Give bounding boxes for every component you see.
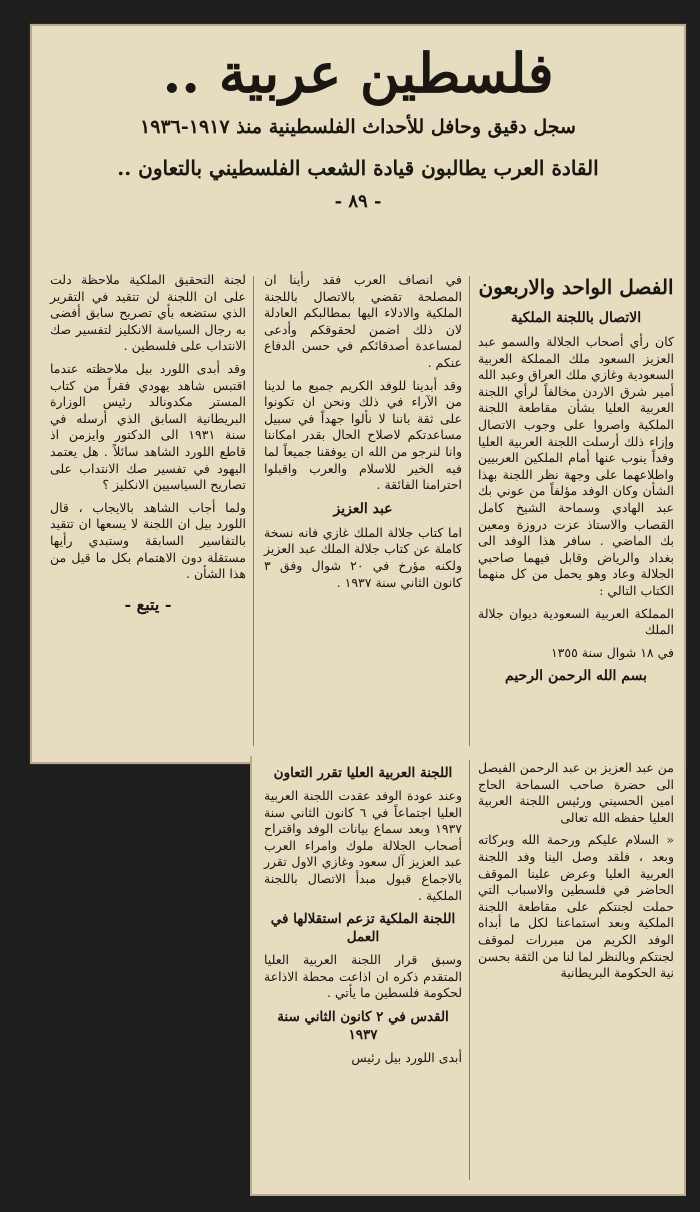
newspaper-clipping-bottom [250, 756, 686, 1196]
section-title: اللجنة الملكية تزعم استقلالها في العمل [270, 911, 456, 946]
article-paragraph: كان رأي أصحاب الجلالة والسمو عبد العزيز السعود ملك المملكة العربية السعودية وغازي ملك العراق وعبد الله أمير شرق الاردن مخالفاً لرأي اللجنة العربية العليا بشأن مقاطعة اللجنة الملكية واصروا على وجوب الاتصال وإزاء ذلك أرسلت اللجنة العربية العليا وفداً ينوب عنها أمام الملكين العربيين واطلاعهما على وجهة نظر اللجنة بهذا الشأن وكان الوفد مؤلفاً من عوني بك عبد الهادي وسماحة الشيخ كامل القصاب والاستاذ عزت دروزة ومعين بك الماضي . سافر هذا الوفد الى بغداد والرياض وقابل فيهما صاحبي الجلالة وعاد وهو يحمل من كل منهما الكتاب التالي : [478, 334, 674, 598]
dateline: القدس في ٢ كانون الثاني سنة ١٩٣٧ [277, 1008, 449, 1043]
article-paragraph: في انصاف العرب فقد رأينا ان المصلحة تقضي بالاتصال باللجنة الملكية والادلاء اليها بمطالبكم العادلة لان ذلك اضمن لحقوقكم وأدعى لمساعدة أصدقائكم في حسن الدفاع عنكم . [264, 272, 462, 370]
section-title: الاتصال باللجنة الملكية [510, 310, 642, 326]
column-right-continued [478, 760, 674, 988]
article-paragraph: وسبق قرار اللجنة العربية العليا المتقدم ذكره ان اذاعت محطة الاذاعة لحكومة فلسطين ما يأتي . [264, 952, 462, 1001]
column-middle [264, 272, 462, 597]
letter-header: المملكة العربية السعودية ديوان جلالة الملك [478, 605, 674, 638]
article-paragraph: اما كتاب جلالة الملك غازي فانه نسخة كاملة عن كتاب جلالة الملك عبد العزيز ولكنه مؤرخ في ٢٠ شوال وفق ٣ كانون الثاني سنة ١٩٣٧ . [264, 524, 463, 590]
basmala: بسم الله الرحمن الرحيم [505, 668, 647, 685]
column-right [478, 272, 674, 692]
to-be-continued: - يتبع - [124, 594, 172, 614]
chapter-title: الفصل الواحد والاربعون [478, 275, 674, 299]
column-divider [253, 276, 254, 746]
newspaper-clipping-top [30, 24, 686, 764]
article-paragraph: وقد أبدى اللورد بيل ملاحظته عندما اقتبس شاهد يهودي فقراً من كتاب المستر مكدونالد رئيس الوزارة البريطانية السابق الذي أرسله في سنة ١٩٣١ الى الدكتور وايزمن اذ قاطع اللورد الشاهد سائلاً . هل يعتمد اليهود في تفسير صك الانتداب على تصاريح السياسيين الانكليز ؟ [50, 360, 246, 493]
masthead-title: فلسطين عربية .. [162, 41, 554, 105]
column-divider [469, 760, 470, 1180]
column-divider [469, 276, 470, 746]
article-paragraph: من عبد العزيز بن عبد الرحمن الفيصل الى حضرة صاحب السماحة الحاج امين الحسيني ورئيس اللجنة العربية العليا حفظه الله تعالى [478, 760, 674, 825]
article-paragraph: « السلام عليكم ورحمة الله وبركاته وبعد ، فلقد وصل الينا وفد اللجنة العربية العليا وعرض علينا الموقف الحاضر في فلسطين والاسباب التي حملت لجنتكم على مقاطعة اللجنة الملكية وبعد استماعنا لكل ما أبداه الوفد الكريم من مبررات لموقف لجنتكم وبالنظر لما لنا من الثقة بحسن نية الحكومة البريطانية [478, 832, 674, 981]
column-left [50, 272, 246, 613]
article-paragraph: ولما أجاب الشاهد بالايجاب ، قال اللورد بيل ان اللجنة لا يسعها ان تتقيد بالتفاسير السابقة وستبدي رأيها مستقلة دون الاهتمام بكل ما قيل من هذا الشأن . [50, 499, 246, 582]
article-paragraph: وقد أبدينا للوفد الكريم جميع ما لدينا من الآراء في ذلك ونحن ان تكونوا على ثقة باننا لا نألوا جهداً في سبيل مساعدتكم لاصلاح الحال بقدر امكاننا وانا لنرجو من الله ان يوفقنا جميعاً لما فيه الخير للاسلام والعرب واقبلوا احترامنا الفائقة . [264, 377, 462, 493]
signature: عبد العزيز [333, 500, 393, 517]
masthead-subtitle: سجل دقيق وحافل للأحداث الفلسطينية منذ ١٩١٧-١٩٣٦ [140, 116, 576, 138]
letter-date: في ١٨ شوال سنة ١٣٥٥ [550, 644, 674, 660]
section-title: اللجنة العربية العليا تقرر التعاون [273, 765, 453, 781]
headline: القادة العرب يطالبون قيادة الشعب الفلسطيني بالتعاون .. [117, 156, 599, 180]
article-paragraph: لجنة التحقيق الملكية ملاحظة دلت على ان اللجنة لن تتقيد في التقرير الذي ستضعه بأي تصريح سابق أفضى به رجال السياسة الانكليز لتفسير صك الانتداب على فلسطين . [50, 272, 246, 354]
column-middle-continued [264, 760, 462, 1073]
masthead [52, 34, 664, 216]
article-paragraph: وعند عودة الوفد عقدت اللجنة العربية العليا اجتماعاً في ٦ كانون الثاني سنة ١٩٣٧ وبعد سماع بيانات الوفد واقتراح أصحاب الجلالة ملوك وامراء العرب عبد العزيز آل سعود وغازي الاول تقرر بالاجماع قبول مبدأ الاتصال باللجنة الملكية . [264, 788, 462, 903]
article-paragraph: أبدى اللورد بيل رئيس [351, 1049, 462, 1065]
page-number: - ٨٩ - [334, 191, 382, 212]
